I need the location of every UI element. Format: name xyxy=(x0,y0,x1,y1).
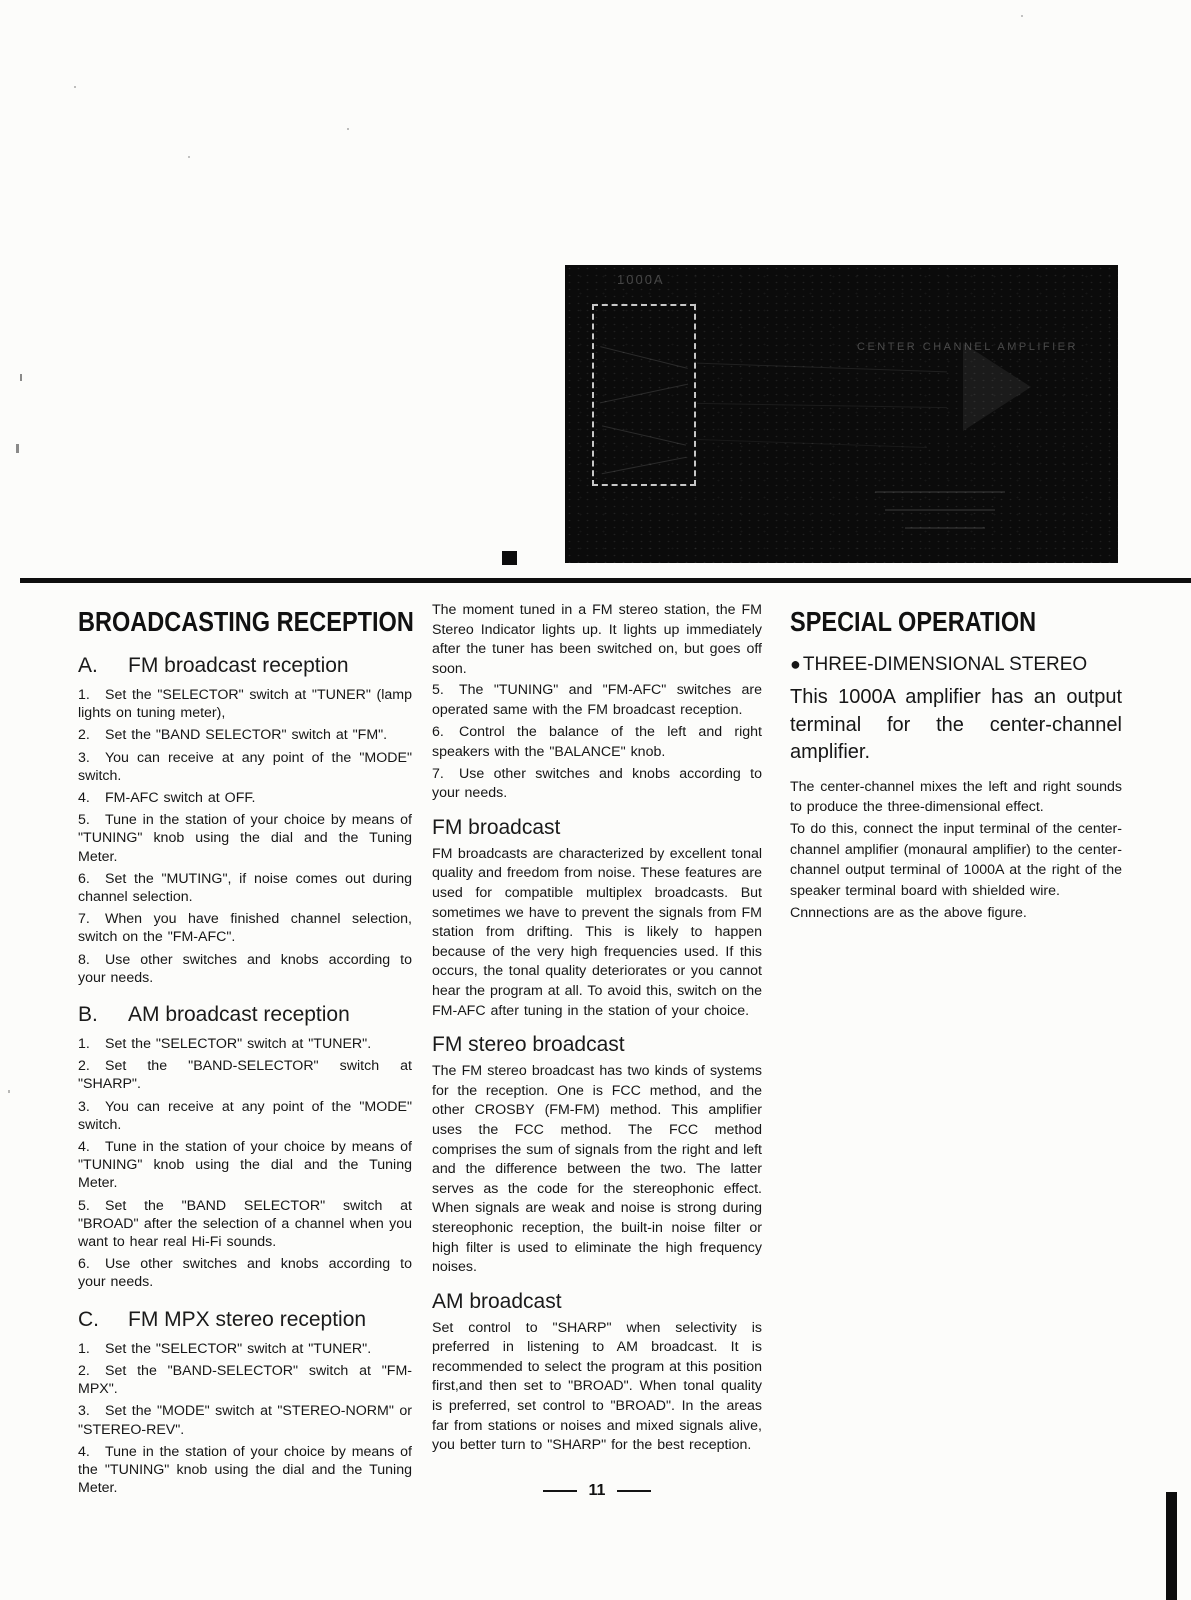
page-number-dash xyxy=(543,1490,577,1492)
section-a-heading xyxy=(78,654,412,678)
page-edge-bar xyxy=(1166,1492,1177,1600)
figure-wire-line xyxy=(697,439,927,448)
fm-broadcast-paragraph: FM broadcasts are characterized by excellent tonal quality and freedom from noise. These features are used for compatible multiplex broadcasts. But sometimes we have to prevent the signals from FM station from drifting. This is likely to happen because of the very high frequencies used. If this occurs, the tonal quality deteriorates or you cannot hear the program at all. To avoid this, switch on the FM-AFC after tuning in the station of your choice. xyxy=(432,845,762,1019)
figure-faint-text-bar xyxy=(875,491,1005,493)
section-letter: C. xyxy=(78,1307,99,1331)
section-c-heading xyxy=(78,1308,412,1332)
special-operation-paragraph: The center-channel mixes the left and right sounds to produce the three-dimensional effect. xyxy=(790,778,1122,815)
list-item: 3. You can receive at any point of the "MODE" switch. xyxy=(78,1098,412,1133)
figure-caption: CENTER CHANNEL AMPLIFIER xyxy=(857,341,1078,353)
list-item: 4. Tune in the station of your choice by means of the "TUNING" knob using the dial and the Tuning Meter. xyxy=(78,1443,412,1497)
special-operation-lead: This 1000A amplifier has an output terminal for the center-channel amplifier. xyxy=(790,686,1122,763)
list-item: 4. Tune in the station of your choice by means of "TUNING" knob using the dial and the Tuning Meter. xyxy=(78,1139,412,1192)
section-title: AM broadcast reception xyxy=(128,1003,350,1027)
list-item: 7. Use other switches and knobs according to your needs. xyxy=(432,766,762,802)
list-item: 2. Set the "BAND-SELECTOR" switch at "FM-MPX". xyxy=(78,1362,412,1398)
broadcasting-reception-title: BROADCASTING RECEPTION xyxy=(78,606,414,637)
list-item: 1. Set the "SELECTOR" switch at "TUNER". xyxy=(78,1340,372,1357)
list-item: 3. You can receive at any point of the "MODE" switch. xyxy=(78,749,412,784)
list-item: 2. Set the "BAND SELECTOR" switch at "FM". xyxy=(78,727,388,744)
special-operation-paragraph: Cnnnections are as the above figure. xyxy=(790,904,1027,921)
connection-diagram-figure xyxy=(565,265,1118,563)
middle-column xyxy=(432,601,762,1500)
section-title: FM MPX stereo reception xyxy=(128,1307,367,1331)
fm-stereo-broadcast-heading: FM stereo broadcast xyxy=(432,1033,625,1057)
scan-speck xyxy=(20,374,22,381)
am-broadcast-paragraph: Set control to "SHARP" when selectivity is preferred in listening to AM broadcast. It is recommended to select the program at this position first,and then set to "BROAD". When tonal quality is preferred, set control to "BROAD". In the areas far from stations or noises and mixed signals alive, you better turn to "SHARP" for the best reception. xyxy=(432,1319,762,1454)
figure-wire-line xyxy=(697,403,947,408)
scan-speck xyxy=(8,1090,10,1093)
page-number-value: 11 xyxy=(588,1481,606,1499)
scan-speck xyxy=(347,128,349,130)
fm-broadcast-heading: FM broadcast xyxy=(432,815,561,839)
list-item: 6. Set the "MUTING", if noise comes out during channel selection. xyxy=(78,870,412,906)
list-item: 4. FM-AFC switch at OFF. xyxy=(78,790,256,807)
three-dimensional-stereo-label: THREE-DIMENSIONAL STEREO xyxy=(802,654,1088,675)
scan-speck xyxy=(16,444,19,453)
figure-faint-text-bar xyxy=(885,509,995,511)
section-letter: A. xyxy=(78,654,98,677)
fm-mpx-intro-paragraph: The moment tuned in a FM stereo station, the FM Stereo Indicator lights up. It lights up immediately after the tuner has been switched on, but goes off soon. xyxy=(432,602,762,677)
left-column xyxy=(78,598,412,1501)
scan-speck xyxy=(74,86,76,88)
am-broadcast-heading: AM broadcast xyxy=(432,1289,562,1313)
list-item: 5. Set the "BAND SELECTOR" switch at "BROAD" after the selection of a channel when you want to hear real Hi-Fi sounds. xyxy=(78,1197,412,1251)
scan-smudge xyxy=(502,551,517,565)
three-dimensional-stereo-heading xyxy=(790,654,1122,676)
scan-speck xyxy=(188,156,190,158)
section-letter: B. xyxy=(78,1003,98,1027)
figure-faint-text-bar xyxy=(905,527,985,529)
list-item: 1. Set the "SELECTOR" switch at "TUNER". xyxy=(78,1036,372,1053)
fm-stereo-broadcast-paragraph: The FM stereo broadcast has two kinds of systems for the reception. One is FCC method, and the other CROSBY (FM-FM) method. This amplifier uses the FCC method. The FCC method comprises the sum of signals from the right and left and the difference between the two. The latter serves as the code for the stereophonic effect. When signals are weak and noise is strong during stereophonic reception, the built-in noise filter or high filter is used to eliminate the high frequency noises. xyxy=(432,1063,762,1276)
list-item: 3. Set the "MODE" switch at "STEREO-NORM" or "STEREO-REV". xyxy=(78,1403,412,1438)
list-item: 8. Use other switches and knobs according to your needs. xyxy=(78,951,412,986)
list-item: 5. The "TUNING" and "FM-AFC" switches are operated same with the FM broadcast reception. xyxy=(432,682,762,718)
list-item: 6. Control the balance of the left and right speakers with the "BALANCE" knob. xyxy=(432,724,762,760)
list-item: 5. Tune in the station of your choice by means of "TUNING" knob using the dial and the Tuning Meter. xyxy=(78,812,412,865)
special-operation-paragraph: To do this, connect the input terminal of the center-channel amplifier (monaural amplifier) to the center-channel output terminal of 1000A at the right of the speaker terminal board with shielded wire. xyxy=(790,821,1122,899)
section-b-heading xyxy=(78,1003,412,1027)
page-number xyxy=(432,1482,762,1500)
section-title: FM broadcast reception xyxy=(128,654,349,677)
figure-amp-triangle xyxy=(963,343,1031,431)
special-operation-title: SPECIAL OPERATION xyxy=(790,606,1037,637)
figure-model-label: 1000A xyxy=(617,272,665,287)
list-item: 2. Set the "BAND-SELECTOR" switch at "SHARP". xyxy=(78,1058,412,1093)
scan-speck xyxy=(1021,15,1023,17)
page-number-dash xyxy=(617,1490,651,1492)
list-item: 1. Set the "SELECTOR" switch at "TUNER" (lamp lights on tuning meter), xyxy=(78,687,412,722)
list-item: 7. When you have finished channel selection, switch on the "FM-AFC". xyxy=(78,911,412,946)
list-item: 6. Use other switches and knobs according to your needs. xyxy=(78,1256,412,1291)
figure-wire-line xyxy=(697,363,947,373)
bullet-icon: ● xyxy=(790,654,801,674)
right-column xyxy=(790,598,1122,925)
divider-rule xyxy=(20,578,1191,583)
